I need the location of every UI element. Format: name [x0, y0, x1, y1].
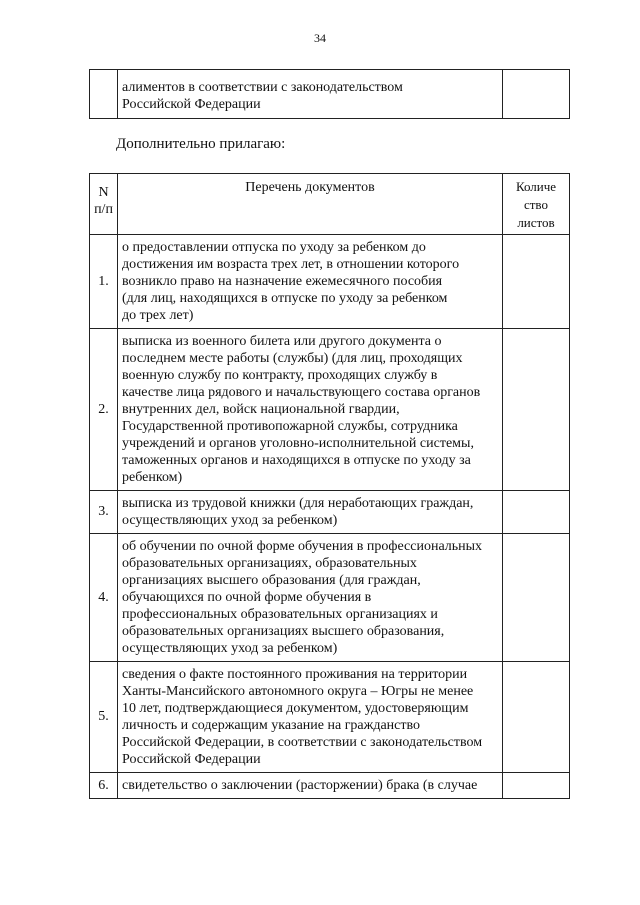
header-line: листов: [517, 215, 555, 230]
sheet-count-cell: [503, 534, 570, 662]
document-cell: [118, 491, 503, 534]
text-line: личность и содержащим указание на гражданство: [122, 718, 420, 733]
text-line: свидетельство о заключении (расторжении) брака (в случае: [122, 778, 478, 793]
sheet-count-cell: [503, 662, 570, 773]
row-number: 3.: [90, 491, 118, 534]
sheet-count-cell: [503, 70, 570, 119]
text-line: выписка из трудовой книжки (для неработающих граждан,: [122, 496, 474, 511]
table-row: [90, 491, 570, 534]
text-line: (для лиц, находящихся в отпуске по уходу за ребенком: [122, 291, 448, 306]
list-header: Перечень документов: [118, 174, 503, 235]
text-line: Российской Федерации, в соответствии с законодательством: [122, 735, 483, 750]
text-line: Ханты-Мансийского автономного округа – Югры не менее: [122, 684, 474, 699]
page-number: 34: [314, 31, 326, 45]
intro-text: Дополнительно прилагаю:: [116, 136, 286, 152]
header-line: ство: [523, 197, 548, 212]
row-number: 6.: [90, 773, 118, 799]
sheet-count-cell: [503, 773, 570, 799]
count-header: [503, 174, 570, 235]
text-line: Российской Федерации: [122, 752, 261, 767]
text-line: таможенных органов и находящихся в отпуске по уходу за: [122, 453, 471, 468]
documents-table: [89, 173, 570, 799]
text-line: Государственной противопожарной службы, сотрудника: [122, 419, 458, 434]
row-number: 2.: [90, 329, 118, 491]
text-line: осуществляющих уход за ребенком): [122, 641, 338, 656]
document-cell: [118, 534, 503, 662]
text-line: ребенком): [122, 470, 183, 485]
text-line: сведения о факте постоянного проживания на территории: [122, 667, 468, 682]
number-cell: [90, 70, 118, 119]
text-line: об обучении по очной форме обучения в профессиональных: [122, 539, 483, 554]
document-cell: [118, 329, 503, 491]
row-number: 1.: [90, 235, 118, 329]
sheet-count-cell: [503, 491, 570, 534]
text-line: алиментов в соответствии с законодательством: [122, 80, 403, 95]
text-line: 10 лет, подтверждающиеся документом, удостоверяющим: [122, 701, 469, 716]
table-row: [90, 662, 570, 773]
document-cell: [118, 235, 503, 329]
text-line: учреждений и органов уголовно-исполнительной системы,: [122, 436, 474, 451]
row-number: 5.: [90, 662, 118, 773]
text-line: профессиональных образовательных организациях и: [122, 607, 438, 622]
header-row: [90, 174, 570, 235]
table-row: [90, 773, 570, 799]
table-row: [90, 534, 570, 662]
document-cell: [118, 662, 503, 773]
header-line: п/п: [94, 202, 113, 217]
table-row: [90, 329, 570, 491]
text-line: возникло право на назначение ежемесячного пособия: [122, 274, 443, 289]
text-line: организациях высшего образования (для граждан,: [122, 573, 421, 588]
sheet-count-cell: [503, 235, 570, 329]
table-row: [90, 70, 570, 119]
text-line: достижения им возраста трех лет, в отношении которого: [122, 257, 460, 272]
sheet-count-cell: [503, 329, 570, 491]
text-line: выписка из военного билета или другого документа о: [122, 334, 442, 349]
text-line: внутренних дел, войск национальной гвардии,: [122, 402, 400, 417]
text-line: образовательных организациях, образовательных: [122, 556, 417, 571]
text-line: качестве лица рядового и начальствующего состава органов: [122, 385, 481, 400]
text-line: военную службу по контракту, проходящих службу в: [122, 368, 438, 383]
text-line: последнем месте работы (службы) (для лиц, проходящих: [122, 351, 463, 366]
document-cell: [118, 773, 503, 799]
header-line: Количе: [515, 179, 557, 194]
text-line: до трех лет): [122, 308, 194, 323]
text-line: осуществляющих уход за ребенком): [122, 513, 338, 528]
number-header: [90, 174, 118, 235]
header-line: N: [98, 185, 109, 200]
text-line: образовательных организациях высшего образования,: [122, 624, 445, 639]
text-line: о предоставлении отпуска по уходу за ребенком до: [122, 240, 426, 255]
table-row: [90, 235, 570, 329]
continuation-table: [89, 69, 570, 119]
document-cell: [118, 70, 503, 119]
text-line: Российской Федерации: [122, 97, 261, 112]
text-line: обучающихся по очной форме обучения в: [122, 590, 372, 605]
row-number: 4.: [90, 534, 118, 662]
